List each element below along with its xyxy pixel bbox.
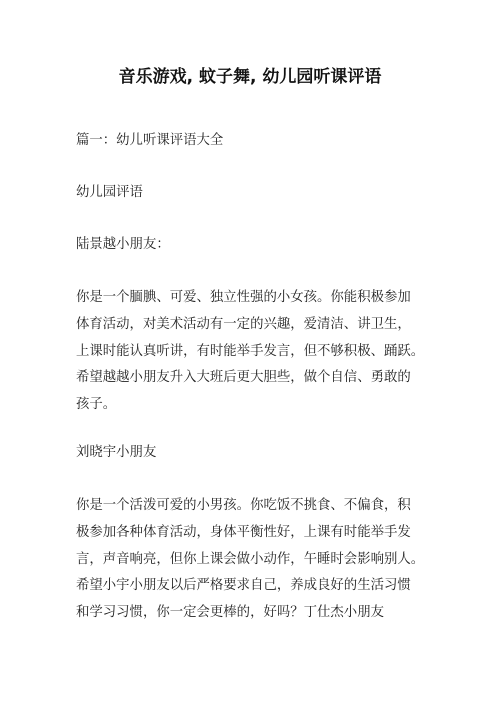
entry-1-line-2: 体育活动，对美术活动有一定的兴趣，爱清洁、讲卫生， — [76, 316, 411, 332]
entry-1-line-5: 孩子。 — [76, 397, 117, 413]
entry-name-1: 陆景越小朋友： — [76, 237, 170, 252]
entry-1-line-3: 上课时能认真听讲，有时能举手发言，但不够积极、踊跃。 — [76, 343, 425, 359]
entry-2-line-4: 希望小宇小朋友以后严格要求自己，养成良好的生活习惯 — [76, 578, 411, 594]
section-heading: 篇一：幼儿听课评语大全 — [76, 133, 224, 148]
entry-1-line-4: 希望越越小朋友升入大班后更大胆些，做个自信、勇敢的 — [76, 370, 411, 386]
entry-2-line-3: 言，声音响亮，但你上课会做小动作，午睡时会影响别人。 — [76, 551, 425, 567]
subheading: 幼儿园评语 — [76, 185, 143, 200]
entry-2-line-5: 和学习习惯，你一定会更棒的，好吗？丁仕杰小朋友 — [76, 605, 384, 621]
document-title: 音乐游戏, 蚊子舞, 幼儿园听课评语 — [118, 67, 382, 87]
entry-2-line-1: 你是一个活泼可爱的小男孩。你吃饭不挑食、不偏食，积 — [76, 498, 411, 513]
entry-2-line-2: 极参加各种体育活动，身体平衡性好，上课有时能举手发 — [76, 524, 411, 540]
entry-1-line-1: 你是一个腼腆、可爱、独立性强的小女孩。你能积极参加 — [76, 290, 411, 305]
entry-body-2 — [76, 493, 428, 627]
entry-name-2: 刘晓宇小朋友 — [76, 445, 157, 460]
entry-body-1 — [76, 285, 428, 419]
